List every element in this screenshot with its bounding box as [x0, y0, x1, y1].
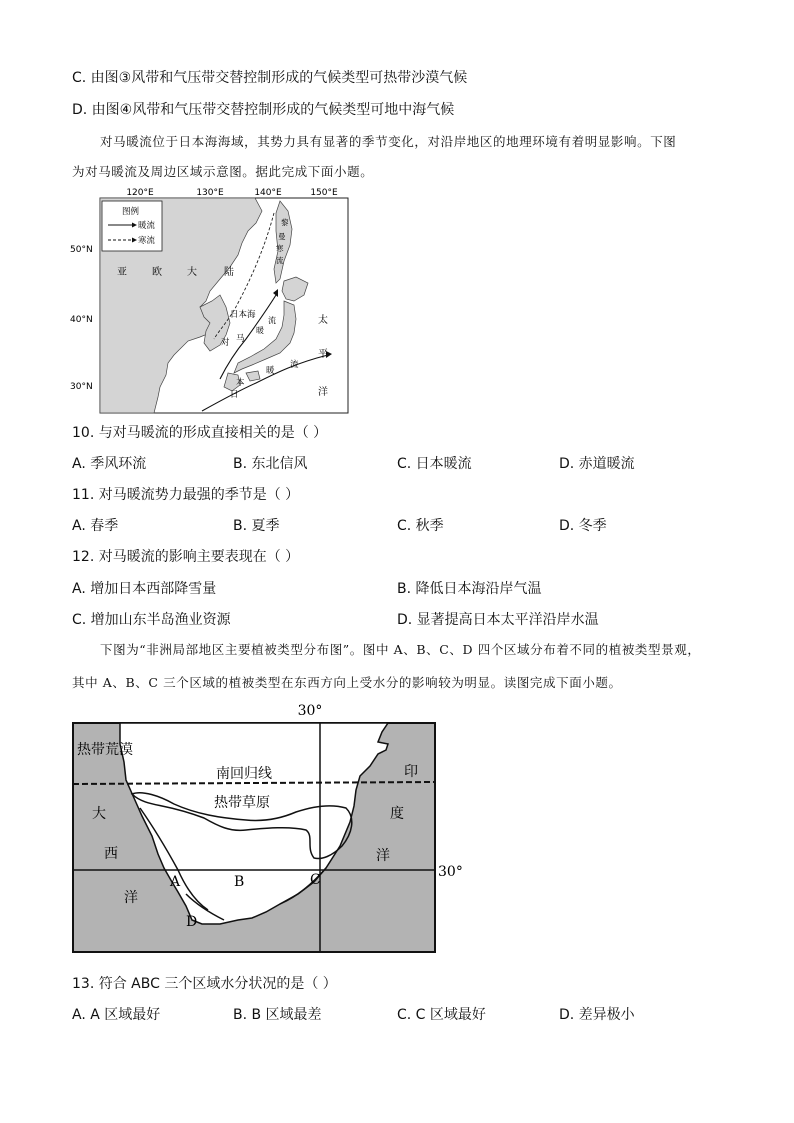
q10-option-a[interactable]: A. 季风环流	[72, 456, 147, 472]
tsushima-label-2: 马	[236, 334, 245, 344]
lon-label-120: 120°E	[126, 188, 154, 198]
tsushima-label-1: 对	[221, 338, 230, 348]
continent-label-2: 欧	[152, 267, 162, 278]
region-b-label: B	[234, 874, 245, 890]
q10-option-b[interactable]: B. 东北信风	[233, 456, 308, 472]
q11-option-a[interactable]: A. 春季	[72, 518, 119, 534]
q13-option-b[interactable]: B. B 区域最差	[233, 1007, 322, 1023]
q11-option-b[interactable]: B. 夏季	[233, 518, 280, 534]
lat-label-40: 40°N	[70, 315, 93, 325]
cold-current-label-1: 黎	[281, 218, 289, 227]
atlantic-label-2: 西	[104, 846, 118, 862]
map2-lon-label: 30°	[297, 703, 323, 719]
lon-label-130: 130°E	[196, 188, 224, 198]
kuroshio-label-4: 流	[290, 360, 299, 370]
japan-sea-label: 日本海	[230, 310, 256, 320]
cold-current-label-3: 寒	[276, 244, 284, 253]
ocean-label-1: 太	[318, 315, 328, 326]
ocean-label-2: 平	[318, 349, 328, 360]
kuroshio-label-1: 日	[230, 390, 239, 400]
indian-label-3: 洋	[376, 848, 390, 864]
kuroshio-label-3: 暖	[266, 366, 275, 376]
region-d-label: D	[186, 914, 198, 930]
intro1-line2: 为对马暖流及周边区域示意图。据此完成下面小题。	[72, 164, 374, 179]
q10-stem: 10. 与对马暖流的形成直接相关的是（ ）	[72, 425, 328, 441]
desert-label: 热带荒漠	[77, 742, 133, 758]
indian-label-2: 度	[390, 806, 404, 822]
africa-vegetation-map	[70, 698, 470, 958]
lat-label-30: 30°N	[70, 382, 93, 392]
tropic-label: 南回归线	[216, 766, 272, 782]
indian-label-1: 印	[404, 764, 418, 780]
atlantic-label-3: 洋	[124, 890, 138, 906]
legend-cold-label: 寒流	[138, 236, 156, 246]
region-a-label: A	[170, 874, 181, 890]
q12-option-a[interactable]: A. 增加日本西部降雪量	[72, 581, 217, 597]
continent-label-3: 大	[187, 267, 197, 278]
q11-option-d[interactable]: D. 冬季	[559, 518, 607, 534]
legend-warm-label: 暖流	[138, 221, 156, 231]
continent-label-4: 陆	[224, 267, 234, 278]
q11-option-c[interactable]: C. 秋季	[397, 518, 444, 534]
option-d-prev: D. 由图④风带和气压带交替控制形成的气候类型可地中海气候	[72, 102, 455, 118]
q12-option-d[interactable]: D. 显著提高日本太平洋沿岸水温	[397, 612, 599, 628]
region-c-label: C	[310, 872, 321, 888]
intro1-line1: 对马暖流位于日本海海域，其势力具有显著的季节变化，对沿岸地区的地理环境有着明显影响。下图	[100, 134, 677, 149]
q11-stem: 11. 对马暖流势力最强的季节是（ ）	[72, 487, 300, 503]
q13-option-c[interactable]: C. C 区域最好	[397, 1007, 486, 1023]
cold-current-label-2: 曼	[278, 232, 286, 241]
lat-label-50: 50°N	[70, 245, 93, 255]
tsushima-map	[70, 183, 370, 415]
lon-label-150: 150°E	[310, 188, 338, 198]
kuroshio-label-2: 本	[236, 378, 245, 388]
tsushima2-label-1: 暖	[256, 326, 264, 335]
atlantic-label-1: 大	[92, 806, 106, 822]
legend-title: 图例	[122, 207, 140, 217]
savanna-label: 热带草原	[214, 795, 270, 811]
q10-option-c[interactable]: C. 日本暖流	[397, 456, 472, 472]
lon-label-140: 140°E	[254, 188, 282, 198]
q10-option-d[interactable]: D. 赤道暖流	[559, 456, 635, 472]
q13-stem: 13. 符合 ABC 三个区域水分状况的是（ ）	[72, 976, 337, 992]
tsushima2-label-2: 流	[268, 316, 276, 325]
continent-label-1: 亚	[117, 267, 127, 278]
q13-option-d[interactable]: D. 差异极小	[559, 1007, 635, 1023]
q13-option-a[interactable]: A. A 区域最好	[72, 1007, 161, 1023]
cold-current-label-4: 流	[276, 256, 284, 265]
q12-stem: 12. 对马暖流的影响主要表现在（ ）	[72, 549, 300, 565]
ocean-label-3: 洋	[318, 387, 328, 398]
option-c-prev: C. 由图③风带和气压带交替控制形成的气候类型可热带沙漠气候	[72, 70, 468, 86]
map2-lat-label: 30°	[438, 864, 463, 880]
q12-option-b[interactable]: B. 降低日本海沿岸气温	[397, 581, 542, 597]
q12-option-c[interactable]: C. 增加山东半岛渔业资源	[72, 612, 231, 628]
intro2-line2: 其中 A、B、C 三个区域的植被类型在东西方向上受水分的影响较为明显。读图完成下面小题。	[72, 675, 622, 690]
intro2-line1: 下图为“非洲局部地区主要植被类型分布图”。图中 A、B、C、D 四个区域分布着不同的植被类型景观，	[100, 642, 701, 657]
